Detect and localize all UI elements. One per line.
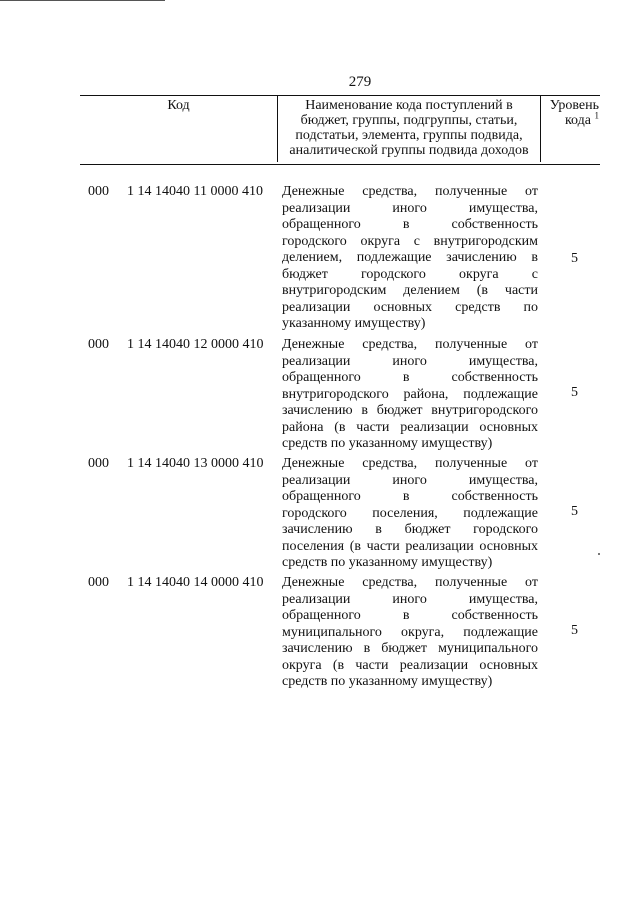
row-code: 1 14 14040 12 0000 410 xyxy=(127,337,264,352)
description-line: поселения (в части реализации основных xyxy=(282,538,538,554)
description-line: обращенного в собственность xyxy=(282,370,538,385)
description-line: средств по указанному имуществу) xyxy=(282,436,493,451)
description-line: реализации иного имущества, xyxy=(282,353,538,369)
row-prefix: 000 xyxy=(88,184,109,199)
description-line: реализации иного имущества, xyxy=(282,591,538,607)
description-line: района (в части реализации основных xyxy=(282,419,538,435)
description-line: округа (в части реализации основных xyxy=(282,657,538,673)
table-header xyxy=(80,95,600,165)
header-level-word: кода xyxy=(564,113,591,128)
row-prefix: 000 xyxy=(88,575,109,590)
description-line: Денежные средства, полученные от xyxy=(282,456,538,471)
description-line: зачислению в бюджет муниципального xyxy=(282,641,538,656)
page-number: 279 xyxy=(348,74,372,90)
row-level: 5 xyxy=(571,623,578,638)
description-line: внутригородского района, подлежащие xyxy=(282,386,538,402)
description-line: городского поселения, подлежащие xyxy=(282,505,538,521)
description-line: обращенного в собственность xyxy=(282,608,538,623)
header-name-line: Наименование кода поступлений в xyxy=(305,98,513,113)
description-line: зачислению в бюджет внутригородского xyxy=(282,403,538,418)
row-description xyxy=(282,337,538,453)
row-prefix: 000 xyxy=(88,337,109,352)
description-line: Денежные средства, полученные от xyxy=(282,337,538,352)
description-line: указанному имуществу) xyxy=(282,316,426,331)
description-line: средств по указанному имуществу) xyxy=(282,674,493,689)
description-line: внутригородским делением (в части xyxy=(282,283,538,298)
row-level: 5 xyxy=(571,385,578,400)
row-level: 5 xyxy=(571,251,578,266)
row-level: 5 xyxy=(571,504,578,519)
description-line: реализации иного имущества, xyxy=(282,200,538,216)
row-description xyxy=(282,575,538,691)
row-description xyxy=(282,184,538,333)
description-line: муниципального округа, подлежащие xyxy=(282,624,538,640)
header-code: Код xyxy=(167,98,190,113)
description-line: Денежные средства, полученные от xyxy=(282,184,538,199)
description-line: обращенного в собственность xyxy=(282,217,538,232)
header-name xyxy=(277,96,541,162)
row-code: 1 14 14040 11 0000 410 xyxy=(127,184,263,199)
header-level xyxy=(541,98,599,128)
description-line: обращенного в собственность xyxy=(282,489,538,504)
description-line: Денежные средства, полученные от xyxy=(282,575,538,590)
header-name-line: подстатьи, элемента, группы подвида, xyxy=(295,128,523,143)
row-prefix: 000 xyxy=(88,456,109,471)
description-line: зачислению в бюджет городского xyxy=(282,522,538,537)
header-level-line xyxy=(541,110,599,128)
row-code: 1 14 14040 14 0000 410 xyxy=(127,575,264,590)
header-name-line: бюджет, группы, подгруппы, статьи, xyxy=(300,113,518,128)
scan-top-rule xyxy=(0,0,165,1)
description-line: реализации основных средств по xyxy=(282,299,538,315)
row-description xyxy=(282,456,538,572)
description-line: средств по указанному имуществу) xyxy=(282,555,493,570)
description-line: делением, подлежащие зачислению в xyxy=(282,250,538,265)
footnote-marker: 1 xyxy=(594,110,599,121)
row-code: 1 14 14040 13 0000 410 xyxy=(127,456,264,471)
header-level-line: Уровень xyxy=(549,98,599,113)
header-name-line: аналитической группы подвида доходов xyxy=(289,143,529,158)
description-line: реализации иного имущества, xyxy=(282,472,538,488)
scan-speck xyxy=(598,553,600,555)
description-line: городского округа с внутригородским xyxy=(282,233,538,249)
description-line: бюджет городского округа с xyxy=(282,266,538,282)
